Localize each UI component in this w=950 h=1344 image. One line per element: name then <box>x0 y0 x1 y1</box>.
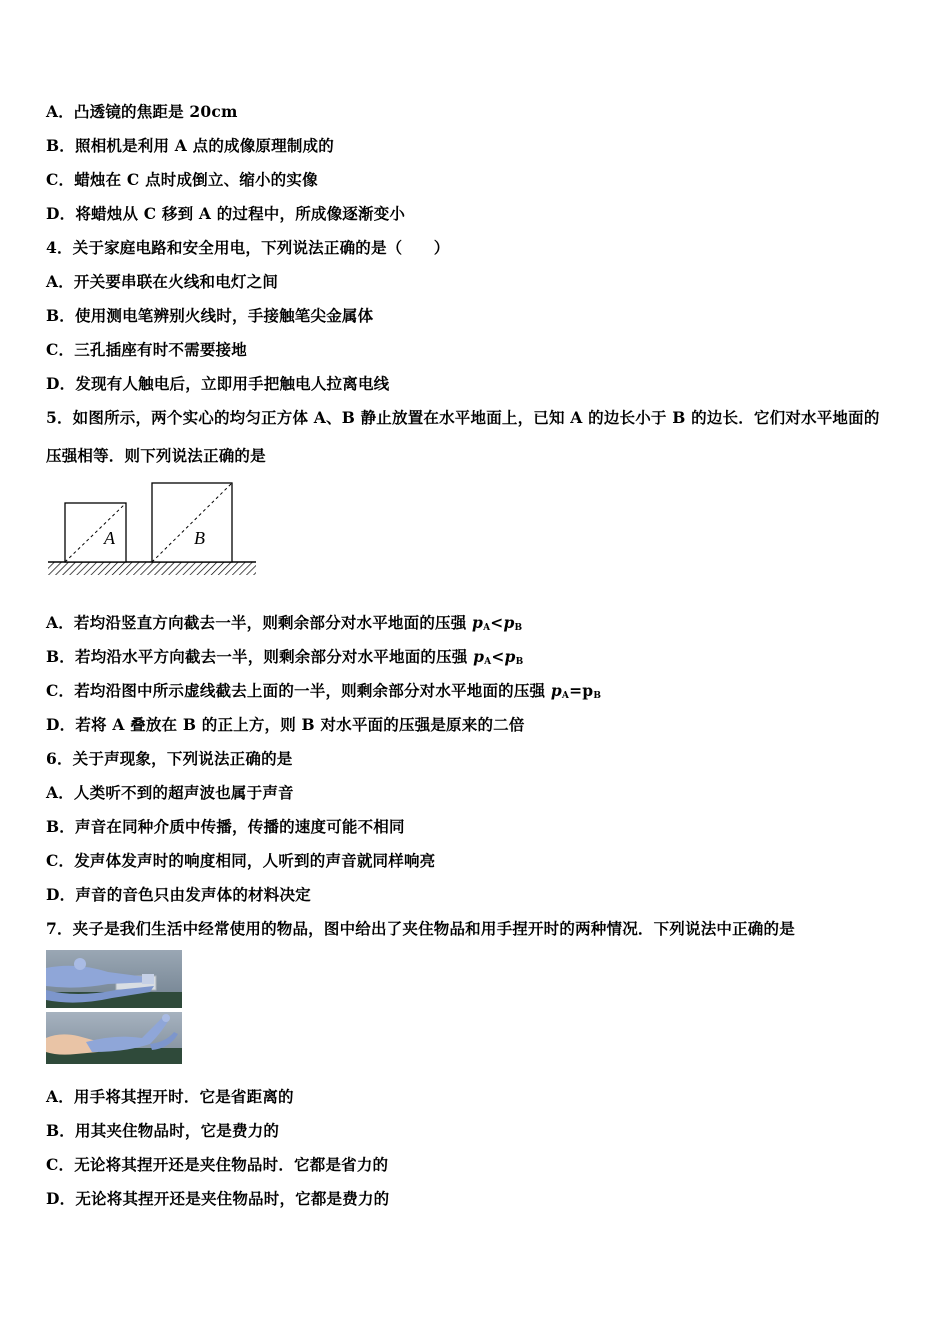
q7-stem: 7．夹子是我们生活中经常使用的物品，图中给出了夹住物品和用手捏开时的两种情况．下列说法中正确的是 <box>46 919 795 938</box>
q7-option-b: B．用其夹住物品时，它是费力的 <box>46 1121 280 1140</box>
q6-stem: 6．关于声现象，下列说法正确的是 <box>46 749 293 768</box>
q7-option-a: A．用手将其捏开时．它是省距离的 <box>46 1087 294 1106</box>
q4-stem: 4．关于家庭电路和安全用电，下列说法正确的是（ ） <box>46 238 450 257</box>
clip-squeezing-photo <box>46 1012 182 1064</box>
q7-option-c: C．无论将其捏开还是夹住物品时．它都是省力的 <box>46 1155 389 1174</box>
q6-option-a: A．人类听不到的超声波也属于声音 <box>46 783 294 802</box>
q5-option-b: B．若均沿水平方向截去一半，则剩余部分对水平地面的压强 $p_A<p_B$ <box>46 647 524 667</box>
q4-option-b: B．使用测电笔辨别火线时，手接触笔尖金属体 <box>46 306 374 325</box>
cube-b-label: B <box>194 528 205 548</box>
q4-option-c: C．三孔插座有时不需要接地 <box>46 340 247 359</box>
q6-option-d: D．声音的音色只由发声体的材料决定 <box>46 885 311 904</box>
clip-holding-photo <box>46 950 182 1008</box>
q6-option-c: C．发声体发声时的响度相同，人听到的声音就同样响亮 <box>46 851 436 870</box>
cubes-figure <box>46 478 258 580</box>
q5-option-c: C．若均沿图中所示虚线截去上面的一半，则剩余部分对水平地面的压强 $p_A=p_B$ <box>46 681 602 701</box>
ground-hatch <box>48 562 256 575</box>
q3-option-d: D．将蜡烛从 C 移到 A 的过程中，所成像逐渐变小 <box>46 204 406 223</box>
q5-stem-line2: 压强相等．则下列说法正确的是 <box>46 446 266 465</box>
q7-option-d: D．无论将其捏开还是夹住物品时，它都是费力的 <box>46 1189 390 1208</box>
q3-option-b: B．照相机是利用 A 点的成像原理制成的 <box>46 136 334 155</box>
q4-option-d: D．发现有人触电后，立即用手把触电人拉离电线 <box>46 374 390 393</box>
q6-option-b: B．声音在同种介质中传播，传播的速度可能不相同 <box>46 817 405 836</box>
q3-option-a: A．凸透镜的焦距是 20cm <box>46 102 238 121</box>
q3-option-c: C．蜡烛在 C 点时成倒立、缩小的实像 <box>46 170 318 189</box>
q5-option-d: D．若将 A 叠放在 B 的正上方，则 B 对水平面的压强是原来的二倍 <box>46 715 525 734</box>
q5-stem-line1: 5．如图所示，两个实心的均匀正方体 A、B 静止放置在水平地面上，已知 A 的边长小于 B 的边长．它们对水平地面的 <box>46 408 880 427</box>
q5-option-a: A．若均沿竖直方向截去一半，则剩余部分对水平地面的压强 $p_A<p_B$ <box>46 613 523 633</box>
q4-option-a: A．开关要串联在火线和电灯之间 <box>46 272 279 291</box>
cube-a-label: A <box>104 528 115 548</box>
